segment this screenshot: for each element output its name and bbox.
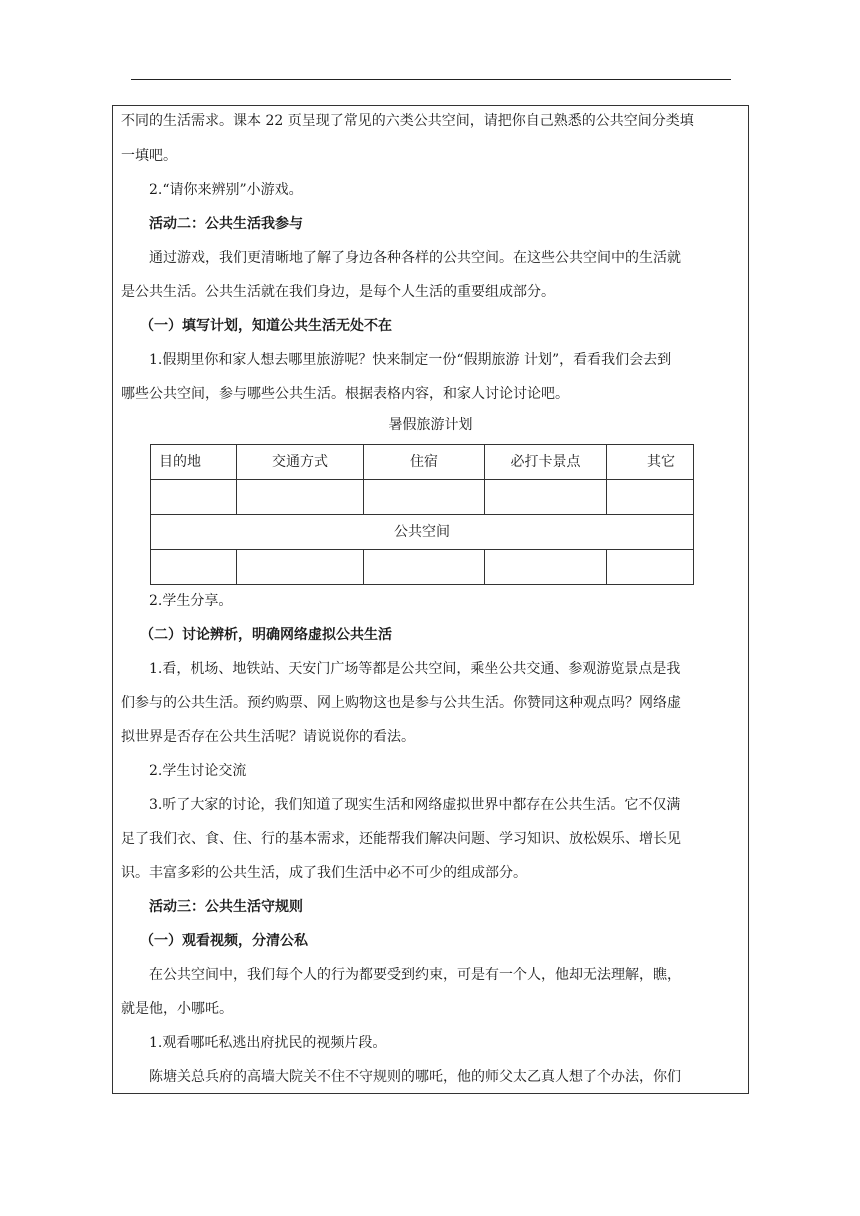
travel-plan-table	[150, 444, 694, 585]
activity-heading: 活动二：公共生活我参与	[149, 216, 303, 232]
table-caption: 暑假旅游计划	[388, 417, 473, 433]
paragraph-line: 1.看，机场、地铁站、天安门广场等都是公共空间，乘坐公共交通、参观游览景点是我	[149, 661, 681, 677]
table-cell[interactable]	[485, 550, 607, 585]
table-header-cell: 交通方式	[237, 445, 364, 480]
table-header-cell: 住宿	[364, 445, 485, 480]
paragraph-line: 1.观看哪吒私逃出府扰民的视频片段。	[149, 1035, 387, 1051]
table-section-label: 公共空间	[151, 515, 694, 550]
paragraph-line: 3.听了大家的讨论，我们知道了现实生活和网络虚拟世界中都存在公共生活。它不仅满	[149, 797, 681, 813]
paragraph-line: 2.学生分享。	[149, 593, 233, 609]
table-cell[interactable]	[237, 550, 364, 585]
paragraph-line: 是公共生活。公共生活就在我们身边，是每个人生活的重要组成部分。	[121, 284, 555, 300]
paragraph-line: 2.“请你来辨别”小游戏。	[149, 182, 303, 198]
table-header-cell: 其它	[607, 445, 694, 480]
table-section-row	[151, 515, 694, 550]
table-cell[interactable]	[485, 480, 607, 515]
section-heading: （二）讨论辨析，明确网络虚拟公共生活	[140, 627, 392, 643]
paragraph-line: 足了我们衣、食、住、行的基本需求，还能帮我们解决问题、学习知识、放松娱乐、增长见	[121, 831, 681, 847]
paragraph-line: 2.学生讨论交流	[149, 763, 247, 779]
paragraph-line: 通过游戏，我们更清晰地了解了身边各种各样的公共空间。在这些公共空间中的生活就	[149, 250, 681, 266]
paragraph-line: 们参与的公共生活。预约购票、网上购物这也是参与公共生活。你赞同这种观点吗？网络虚	[121, 695, 681, 711]
paragraph-line: 1.假期里你和家人想去哪里旅游呢？快来制定一份“假期旅游 计划”，看看我们会去到	[149, 352, 672, 368]
section-heading: （一）填写计划，知道公共生活无处不在	[140, 318, 392, 334]
table-header-row	[151, 445, 694, 480]
activity-heading: 活动三：公共生活守规则	[149, 899, 303, 915]
table-cell[interactable]	[151, 480, 237, 515]
paragraph-line: 一填吧。	[121, 148, 177, 164]
table-cell[interactable]	[607, 480, 694, 515]
table-cell[interactable]	[237, 480, 364, 515]
paragraph-line: 陈塘关总兵府的高墙大院关不住不守规则的哪吒，他的师父太乙真人想了个办法，你们	[149, 1069, 681, 1085]
table-header-cell: 必打卡景点	[485, 445, 607, 480]
paragraph-line: 就是他，小哪吒。	[121, 1001, 233, 1017]
paragraph-line: 识。丰富多彩的公共生活，成了我们生活中必不可少的组成部分。	[121, 865, 527, 881]
paragraph-line: 不同的生活需求。课本 22 页呈现了常见的六类公共空间，请把你自己熟悉的公共空间分类填	[121, 113, 694, 129]
table-cell[interactable]	[364, 550, 485, 585]
table-cell[interactable]	[364, 480, 485, 515]
section-heading: （一）观看视频，分清公私	[140, 933, 308, 949]
table-row	[151, 550, 694, 585]
paragraph-line: 拟世界是否存在公共生活呢？请说说你的看法。	[121, 729, 415, 745]
table-header-cell: 目的地	[151, 445, 237, 480]
paragraph-line: 在公共空间中，我们每个人的行为都要受到约束，可是有一个人，他却无法理解，瞧，	[149, 967, 681, 983]
table-cell[interactable]	[607, 550, 694, 585]
table-cell[interactable]	[151, 550, 237, 585]
paragraph-line: 哪些公共空间，参与哪些公共生活。根据表格内容，和家人讨论讨论吧。	[121, 386, 569, 402]
table-row	[151, 480, 694, 515]
header-rule	[131, 79, 731, 80]
